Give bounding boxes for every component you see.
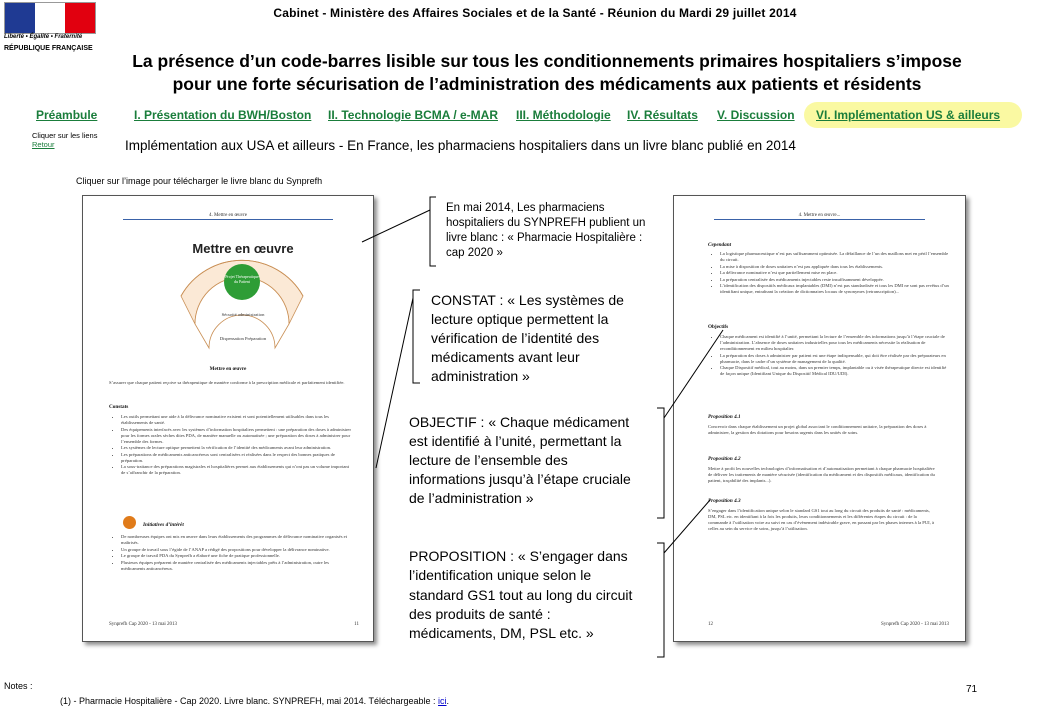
main-title-line-1: La présence d’un code-barres lisible sur tous les conditionnements primaires hospitaliers s’impose	[132, 51, 962, 71]
list-item: • La préparation des doses à administrer par patient est une étape indispensable, qui doit être réalisée par des préparateurs en pharmacie, dans le cadre d’un système de management de la qualité.	[720, 353, 950, 365]
logo-motto: Liberté • Égalité • Fraternité	[4, 34, 83, 40]
nav-link-resultats[interactable]: IV. Résultats	[627, 108, 698, 122]
initiatives-icon	[123, 516, 136, 529]
notes-reference: (1) - Pharmacie Hospitalière - Cap 2020. Livre blanc. SYNPREFH, mai 2014. Téléchargeable :	[60, 696, 439, 706]
proposition-4-1-text: Concevoir dans chaque établissement un projet global associant le conditionnement unitaire, la préparation des doses à administrer, la gestion des dotations pour besoins urgents dans les unités de soins.	[708, 424, 927, 435]
constats-heading: Constats	[109, 404, 129, 410]
cependant-heading: Cependant	[708, 242, 732, 248]
proposition-4-3-heading: Proposition 4.3	[708, 498, 741, 504]
proposition-4-2-heading: Proposition 4.2	[708, 456, 741, 462]
constats-list	[109, 414, 351, 477]
page-header: 4. Mettre en œuvre...	[714, 213, 925, 220]
livre-blanc-page-right[interactable]	[673, 195, 966, 642]
nav-link-discussion[interactable]: V. Discussion	[717, 108, 795, 122]
page-footer-left: 12	[708, 622, 713, 627]
initiatives-list	[109, 534, 351, 572]
list-item: • La délivrance nominative n’est que partiellement mise en place.	[720, 270, 950, 276]
meeting-header: Cabinet - Ministère des Affaires Sociales et de la Santé - Réunion du Mardi 29 juillet 2014	[273, 6, 797, 20]
connector-constat	[376, 298, 413, 468]
ring-label-2: Dispensation Préparation	[219, 336, 267, 341]
page-intro: S’assurer que chaque patient reçoive sa thérapeutique de manière conforme à la prescription médicale et parfaitement identifiée.	[109, 380, 345, 385]
slide-subtitle: Implémentation aux USA et ailleurs - En France, les pharmaciens hospitaliers dans un livre blanc publié en 2014	[125, 138, 796, 153]
nav-link-technologie[interactable]: II. Technologie BCMA / e-MAR	[328, 108, 498, 122]
nav-link-methodologie[interactable]: III. Méthodologie	[516, 108, 611, 122]
callout-constat: CONSTAT : « Les systèmes de lecture optique permettent la vérification de l’identité des médicaments avant leur administration »	[431, 292, 624, 384]
bracket-mai	[430, 197, 436, 266]
notes-end: .	[446, 696, 450, 706]
callout-proposition: PROPOSITION : « S’engager dans l’identification unique selon le standard GS1 tout au long du circuit des produits de santé : médicaments, DM, PSL etc. »	[409, 548, 633, 642]
section-nav	[36, 108, 1026, 126]
initiatives-heading: Initiatives d’intérêt	[143, 522, 184, 528]
main-title	[96, 50, 998, 96]
notes-label: Notes :	[4, 681, 33, 691]
republique-francaise-logo	[4, 2, 96, 58]
main-title-line-2: pour une forte sécurisation de l’administration des médicaments aux patients et résidents	[172, 74, 922, 94]
list-item: • La préparation centralisée des médicaments injectables reste insuffisamment développée.	[720, 277, 950, 283]
diagram-caption: Mettre en œuvre	[209, 366, 247, 372]
list-item: • De nombreuses équipes ont mis en œuvre dans leurs établissements des programmes de délivrance nominative organisés et maîtrisés.	[121, 534, 351, 546]
list-item: • Un groupe de travail sous l’égide de l’ANAP a rédigé des propositions pour développer la délivrance nominative.	[121, 547, 351, 553]
cependant-list	[708, 251, 950, 296]
list-item: • Le groupe de travail PDA du Synprefh a élaboré une fiche de pratique professionnelle.	[121, 553, 351, 559]
list-item: • Les systèmes de lecture optique permettent la vérification de l’identité des médicaments avant leur administration.	[121, 445, 351, 451]
side-note	[32, 131, 97, 149]
back-link[interactable]: Retour	[32, 140, 55, 149]
livre-blanc-page-left[interactable]	[82, 195, 374, 642]
list-item: • Des équipements interfacés avec les systèmes d’information hospitaliers permettent : une préparation des doses à administrer pour les formes orales sèches dites PDA, de manière manuelle ou automatisée ; une préparation des doses à administrer pour l’ensemble des formes.	[121, 427, 351, 445]
list-item: • La logistique pharmaceutique n’est pas suffisamment optimisée. La défaillance de l’un des maillons met en péril l’ensemble du circuit.	[720, 251, 950, 263]
bracket-objectif	[657, 408, 664, 518]
list-item: • La sous-traitance des préparations magistrales et hospitalières permet aux établissements qui n’ont pas un volume important de s’affranchir de la préparation.	[121, 464, 351, 476]
list-item: • Chaque médicament est identifié à l’unité, permettant la lecture de l’ensemble des informations jusqu’à l’étape cruciale de l’administration. L’absence de doses unitaires industrielles pour tous les médicaments nécessite la réalisation de reconditionnement en milieu hospitalier.	[720, 334, 950, 352]
list-item: • La mise à disposition de doses unitaires n’est pas appliquée dans tous les établissements.	[720, 264, 950, 270]
callout-objectif: OBJECTIF : « Chaque médicament est identifié à l’unité, permettant la lecture de l’ensemble des informations jusqu’à l’étape cruciale de l’administration »	[409, 414, 631, 506]
bracket-proposition	[657, 543, 664, 657]
nav-link-implementation[interactable]: VI. Implémentation US & ailleurs	[816, 108, 1001, 122]
ring-label-1: Sécurité administration	[221, 312, 265, 317]
page-title: Mettre en œuvre	[192, 241, 294, 256]
bracket-constat	[413, 290, 420, 383]
notes-text	[60, 696, 449, 706]
nav-link-presentation[interactable]: I. Présentation du BWH/Boston	[134, 108, 312, 122]
list-item: • L’identification des dispositifs médicaux implantables (DMI) n’est pas standardisée et tous les DMI ne sont pas revêtus d’un identifiant unique, entraînant la création de dictionnaires locaux de synonymes (retranscription)...	[720, 283, 950, 295]
slide-page-number: 71	[966, 684, 978, 695]
page-footer-left: Synprefh Cap 2020 - 13 mai 2013	[109, 622, 178, 627]
nav-link-preambule[interactable]: Préambule	[36, 108, 98, 122]
logo-republic: RÉPUBLIQUE FRANÇAISE	[4, 45, 93, 52]
list-item: • Les préparations de médicaments anticancéreux sont centralisées et réalisées dans le respect des bonnes pratiques de préparation.	[121, 452, 351, 464]
page-header: 4. Mettre en œuvre	[123, 213, 333, 220]
objectifs-heading: Objectifs	[708, 324, 729, 330]
callout-mai-2014: En mai 2014, Les pharmaciens hospitaliers du SYNPREFH publient un livre blanc : « Pharmacie Hospitalière : cap 2020 »	[446, 202, 646, 259]
french-flag-icon	[4, 2, 96, 34]
list-item: • Chaque Dispositif médical, tout au moins, dans un premier temps, implantable ou à visée thérapeutique directe est identifié de façon unique (Identifiant Unique du Dispositif Médical IDU/UDI).	[720, 365, 950, 377]
click-links-hint: Cliquer sur les liens	[32, 131, 98, 140]
notes-download-link[interactable]: ici	[438, 696, 447, 706]
proposition-4-1-heading: Proposition 4.1	[708, 414, 741, 420]
diagram-center-orb: Projet Thérapeutique du Patient	[224, 264, 260, 300]
page-footer-right: 11	[354, 622, 359, 627]
objectifs-list	[708, 334, 950, 378]
page-footer-right: Synprefh Cap 2020 - 13 mai 2013	[880, 622, 949, 627]
proposition-4-2-text: Mettre à profit les nouvelles technologies d’informatisation et d’automatisation permettant à chaque pharmacie hospitalière de délivrer les traitements de manière sécurisée (identification du médicament et des dispositifs médicaux, identification du patient, traçabilité des implants...).	[708, 466, 935, 483]
download-instruction: Cliquer sur l’image pour télécharger le livre blanc du Synprefh	[76, 176, 323, 186]
list-item: • Plusieurs équipes préparent de manière centralisée des médicaments injectables prêts à l’administration, outre les médicaments anticancéreux.	[121, 560, 351, 572]
list-item: • Les outils permettant une aide à la délivrance nominative existent et sont potentiellement utilisables dans tous les établissements de santé.	[121, 414, 351, 426]
proposition-4-3-text: S’engager dans l’identification unique selon le standard GS1 tout au long du circuit des produits de santé : médicaments, DM, PSL etc. en identifiant à la fois les produits, leurs conditionnements et les différentes étapes du circuit : de la commande à l’utilisation voire au suivi en cas d’évènement indésirable grave, en passant par les phases internes à la PUI, à celles au sein du service de soins, jusqu’à l’utilisation.	[708, 508, 935, 531]
